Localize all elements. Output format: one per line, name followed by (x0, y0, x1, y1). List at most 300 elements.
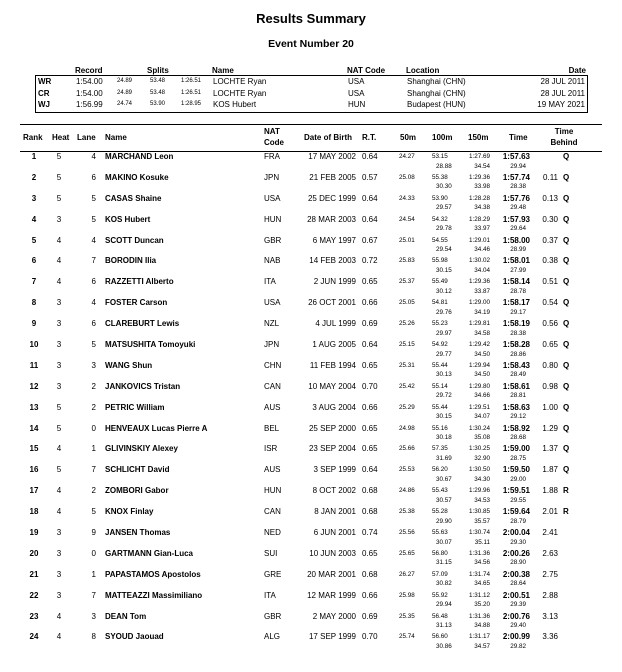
table-row (20, 612, 602, 633)
split-50-cell: 24.98 (399, 424, 415, 432)
qualifier-cell: Q (563, 298, 570, 308)
dob-cell: 12 MAR 1999 (307, 590, 356, 600)
split-lap-200-cell: 28.38 (510, 329, 526, 337)
record-row (36, 100, 587, 111)
behind-cell: 0.11 (543, 172, 558, 182)
record-split-150: 1:26.51 (181, 89, 202, 96)
record-nat: HUN (348, 100, 366, 109)
qualifier-cell: Q (563, 319, 570, 329)
split-100-cell: 54.32 (432, 215, 448, 223)
behind-cell: 0.65 (542, 340, 558, 350)
split-lap-200-cell: 29.48 (510, 204, 526, 212)
time-cell: 1:57.63 (502, 152, 530, 161)
split-50-cell: 25.56 (399, 529, 415, 537)
record-split-50: 24.89 (117, 89, 133, 96)
qualifier-cell: Q (563, 214, 570, 224)
rt-cell: 0.65 (362, 548, 378, 558)
name-cell: MATTEAZZI Massimiliano (105, 590, 203, 600)
split-50-cell: 25.65 (399, 549, 415, 557)
split-lap-200-cell: 29.82 (510, 642, 526, 650)
split-100-cell: 56.80 (432, 549, 448, 557)
split-100-cell: 55.14 (432, 382, 448, 390)
table-row (20, 319, 602, 340)
record-split-100: 53.48 (150, 78, 166, 84)
rank-cell: 13 (29, 402, 39, 412)
split-100-cell: 56.60 (432, 633, 448, 641)
name-cell: SCOTT Duncan (105, 235, 164, 245)
split-lap-100-cell: 30.30 (436, 183, 452, 191)
behind-cell: 0.30 (542, 214, 558, 224)
split-lap-200-cell: 28.99 (510, 246, 526, 254)
name-cell: PETRIC William (105, 402, 165, 412)
split-150-cell: 1:29.80 (468, 382, 490, 390)
name-cell: GLIVINSKIY Alexey (105, 444, 178, 454)
nat-cell: NZL (264, 319, 280, 329)
split-lap-200-cell: 28.64 (510, 580, 526, 588)
record-nat: USA (348, 88, 365, 98)
heat-cell: 3 (56, 590, 62, 600)
qualifier-cell: Q (563, 172, 570, 182)
nat-cell: CAN (264, 381, 281, 391)
behind-cell: 2.88 (542, 590, 558, 600)
time-cell: 2:00.38 (502, 569, 530, 579)
dob-cell: 11 FEB 1994 (309, 360, 356, 370)
table-row (20, 215, 602, 236)
nat-cell: USA (264, 193, 281, 203)
split-150-cell: 1:31.17 (468, 633, 490, 641)
rt-cell: 0.65 (362, 360, 378, 370)
split-lap-100-cell: 31.69 (436, 454, 452, 462)
split-150-cell: 1:30.24 (468, 424, 490, 432)
record-type: WJ (38, 100, 50, 109)
split-lap-200-cell: 29.17 (510, 308, 526, 316)
name-cell: PAPASTAMOS Apostolos (105, 569, 201, 579)
split-150-cell: 1:30.74 (468, 529, 490, 537)
split-150-cell: 1:27.69 (468, 153, 490, 160)
split-lap-150-cell: 35.57 (474, 517, 490, 525)
split-50-cell: 25.08 (399, 173, 415, 181)
record-name: LOCHTE Ryan (213, 88, 267, 98)
dob-cell: 6 MAY 1997 (312, 235, 356, 245)
lane-cell: 4 (91, 298, 96, 308)
col-time-behind-1: Time (554, 127, 574, 136)
page-title: Results Summary (256, 11, 366, 26)
split-lap-200-cell: 28.90 (510, 559, 526, 567)
time-cell: 1:58.01 (502, 256, 530, 266)
qualifier-cell: Q (563, 465, 570, 475)
time-cell: 2:00.04 (502, 528, 530, 538)
split-150-cell: 1:30.02 (468, 257, 490, 265)
split-lap-200-cell: 29.12 (510, 413, 526, 421)
name-cell: KOS Hubert (105, 214, 151, 224)
split-150-cell: 1:31.74 (468, 570, 490, 578)
rank-cell: 12 (29, 381, 39, 391)
split-50-cell: 25.98 (399, 591, 415, 599)
behind-cell: 1.00 (542, 402, 558, 412)
lane-cell: 4 (91, 235, 96, 245)
rt-cell: 0.67 (362, 235, 378, 245)
heat-cell: 5 (56, 465, 62, 475)
behind-cell: 0.56 (542, 319, 558, 329)
nat-cell: USA (264, 298, 281, 308)
rank-cell: 4 (31, 214, 37, 224)
rt-cell: 0.65 (362, 277, 378, 287)
rt-cell: 0.66 (362, 298, 378, 308)
lane-cell: 7 (91, 465, 96, 475)
split-lap-200-cell: 29.55 (510, 496, 526, 504)
dob-cell: 1 AUG 2005 (312, 340, 356, 350)
col-code: Code (264, 138, 284, 147)
nat-cell: JPN (264, 340, 280, 350)
split-lap-200-cell: 29.94 (510, 162, 526, 170)
dob-cell: 25 SEP 2000 (308, 423, 356, 433)
split-lap-200-cell: 28.81 (510, 392, 526, 400)
lane-cell: 8 (91, 632, 96, 642)
qualifier-cell: Q (563, 360, 570, 370)
time-cell: 1:58.14 (502, 277, 530, 287)
split-lap-150-cell: 34.50 (474, 371, 490, 379)
nat-cell: JPN (264, 172, 280, 182)
heat-cell: 4 (56, 444, 62, 454)
rt-cell: 0.68 (362, 507, 378, 517)
name-cell: JANKOVICS Tristan (105, 381, 181, 391)
split-50-cell: 25.53 (399, 466, 415, 474)
split-lap-150-cell: 34.54 (474, 162, 490, 170)
dob-cell: 17 SEP 1999 (308, 632, 356, 642)
lane-cell: 7 (91, 256, 96, 266)
nat-cell: GBR (264, 611, 282, 621)
name-cell: JANSEN Thomas (105, 528, 171, 538)
rt-cell: 0.64 (362, 193, 378, 203)
split-100-cell: 56.48 (432, 612, 448, 620)
qualifier-cell: R (563, 507, 569, 517)
rt-cell: 0.64 (362, 465, 378, 475)
lane-cell: 7 (91, 590, 96, 600)
dob-cell: 4 JUL 1999 (315, 319, 356, 329)
time-cell: 1:58.61 (502, 381, 530, 391)
table-row (20, 173, 602, 194)
split-100-cell: 53.15 (432, 153, 448, 160)
split-50-cell: 25.35 (399, 612, 415, 620)
dob-cell: 25 DEC 1999 (307, 193, 356, 203)
split-150-cell: 1:29.36 (468, 278, 490, 286)
dob-cell: 26 OCT 2001 (308, 298, 356, 308)
rank-cell: 5 (31, 235, 37, 245)
rt-cell: 0.70 (362, 381, 378, 391)
results-header (20, 124, 602, 152)
lane-cell: 0 (91, 423, 96, 433)
time-cell: 1:59.64 (502, 507, 530, 517)
split-50-cell: 25.42 (399, 382, 415, 390)
heat-cell: 5 (56, 193, 62, 203)
behind-cell: 0.51 (542, 277, 558, 287)
dob-cell: 3 SEP 1999 (313, 465, 356, 475)
name-cell: CLAREBURT Lewis (105, 319, 180, 329)
split-lap-100-cell: 30.86 (436, 642, 452, 650)
split-lap-150-cell: 33.98 (474, 183, 490, 191)
dob-cell: 6 JUN 2001 (313, 528, 356, 538)
split-lap-200-cell: 29.30 (510, 538, 526, 546)
heat-cell: 3 (56, 548, 62, 558)
record-location: Shanghai (CHN) (407, 88, 466, 98)
split-150-cell: 1:28.29 (468, 215, 490, 223)
col-heat: Heat (52, 133, 70, 142)
nat-cell: CAN (264, 507, 281, 517)
col-lane: Lane (77, 133, 96, 142)
time-cell: 1:58.43 (502, 360, 530, 370)
rank-cell: 7 (31, 277, 37, 287)
time-cell: 1:58.63 (502, 402, 530, 412)
split-50-cell: 25.38 (399, 508, 415, 516)
rt-cell: 0.64 (362, 214, 378, 224)
split-150-cell: 1:29.01 (468, 236, 490, 244)
lane-cell: 5 (91, 340, 96, 350)
split-50-cell: 25.74 (399, 633, 415, 641)
split-150-cell: 1:29.42 (468, 341, 490, 349)
heat-cell: 3 (56, 569, 62, 579)
table-row (20, 465, 602, 486)
table-row (20, 528, 602, 549)
rt-cell: 0.66 (362, 402, 378, 412)
name-cell: ZOMBORI Gabor (105, 486, 169, 496)
split-lap-100-cell: 31.15 (436, 559, 452, 567)
event-number: Event Number 20 (268, 38, 354, 50)
rt-cell: 0.68 (362, 569, 378, 579)
behind-cell: 2.41 (542, 528, 558, 538)
col-dob: Date of Birth (304, 133, 352, 142)
heat-cell: 3 (56, 528, 62, 538)
heat-cell: 4 (56, 611, 62, 621)
nat-cell: AUS (264, 465, 281, 475)
table-row (20, 277, 602, 298)
split-lap-100-cell: 29.72 (436, 392, 452, 400)
behind-cell: 2.75 (542, 569, 558, 579)
split-lap-150-cell: 34.30 (474, 475, 490, 483)
table-row (20, 382, 602, 403)
records-header-date: Date (568, 66, 586, 75)
time-cell: 2:00.76 (502, 611, 530, 621)
rank-cell: 22 (29, 590, 39, 600)
split-100-cell: 57.09 (432, 570, 448, 578)
rank-cell: 16 (29, 465, 39, 475)
col-nat: NAT (264, 127, 280, 136)
split-lap-200-cell: 28.75 (510, 454, 526, 462)
split-lap-200-cell: 28.86 (510, 350, 526, 358)
records-header-record: Record (75, 66, 103, 75)
behind-cell: 0.54 (542, 298, 558, 308)
split-150-cell: 1:30.25 (468, 445, 490, 453)
nat-cell: HUN (264, 214, 282, 224)
split-lap-200-cell: 29.64 (510, 225, 526, 233)
split-lap-200-cell: 28.78 (510, 287, 526, 295)
split-150-cell: 1:29.81 (468, 320, 490, 328)
table-row (20, 194, 602, 215)
behind-cell: 3.36 (542, 632, 558, 642)
record-location: Shanghai (CHN) (407, 77, 466, 86)
heat-cell: 3 (56, 298, 62, 308)
heat-cell: 4 (56, 235, 62, 245)
records-header-splits: Splits (147, 66, 169, 75)
heat-cell: 5 (56, 423, 62, 433)
nat-cell: GRE (264, 569, 282, 579)
split-50-cell: 25.29 (399, 403, 415, 411)
table-row (20, 236, 602, 257)
nat-cell: ITA (264, 277, 276, 287)
split-50-cell: 24.33 (399, 194, 415, 202)
split-50-cell: 25.37 (399, 278, 415, 286)
heat-cell: 4 (56, 632, 62, 642)
table-row (20, 486, 602, 507)
rank-cell: 14 (29, 423, 39, 433)
name-cell: MARCHAND Leon (105, 152, 174, 161)
record-split-150: 1:26.51 (181, 78, 202, 84)
record-name: KOS Hubert (213, 100, 257, 109)
split-lap-100-cell: 29.90 (436, 517, 452, 525)
split-lap-100-cell: 30.67 (436, 475, 452, 483)
dob-cell: 21 FEB 2005 (309, 172, 356, 182)
rt-cell: 0.69 (362, 319, 378, 329)
split-150-cell: 1:30.85 (468, 508, 490, 516)
split-50-cell: 25.83 (399, 257, 415, 265)
nat-cell: FRA (264, 152, 280, 161)
split-lap-100-cell: 30.15 (436, 413, 452, 421)
split-lap-200-cell: 28.68 (510, 434, 526, 442)
dob-cell: 20 MAR 2001 (307, 569, 356, 579)
rank-cell: 2 (31, 172, 37, 182)
rt-cell: 0.64 (362, 340, 378, 350)
split-100-cell: 57.35 (432, 445, 448, 453)
split-50-cell: 25.01 (399, 236, 415, 244)
split-150-cell: 1:29.00 (468, 299, 490, 307)
rank-cell: 3 (31, 193, 37, 203)
lane-cell: 5 (91, 214, 96, 224)
split-100-cell: 56.20 (432, 466, 448, 474)
heat-cell: 5 (56, 152, 62, 161)
split-lap-100-cell: 29.54 (436, 246, 452, 254)
split-100-cell: 55.28 (432, 508, 448, 516)
split-150-cell: 1:31.36 (468, 549, 490, 557)
split-100-cell: 55.49 (432, 278, 448, 286)
dob-cell: 28 MAR 2003 (307, 214, 356, 224)
split-100-cell: 55.38 (432, 173, 448, 181)
nat-cell: ISR (264, 444, 278, 454)
rank-cell: 20 (29, 548, 39, 558)
split-lap-200-cell: 29.00 (510, 475, 526, 483)
rank-cell: 15 (29, 444, 39, 454)
split-100-cell: 54.81 (432, 299, 448, 307)
split-lap-150-cell: 34.58 (474, 329, 490, 337)
split-150-cell: 1:29.51 (468, 403, 490, 411)
split-lap-100-cell: 30.15 (436, 266, 452, 274)
heat-cell: 3 (56, 340, 62, 350)
split-100-cell: 54.92 (432, 341, 448, 349)
dob-cell: 2 JUN 1999 (313, 277, 356, 287)
split-100-cell: 55.44 (432, 361, 448, 369)
split-50-cell: 25.66 (399, 445, 415, 453)
col-50m: 50m (400, 133, 417, 142)
nat-cell: ITA (264, 590, 276, 600)
lane-cell: 6 (91, 319, 96, 329)
split-100-cell: 55.92 (432, 591, 448, 599)
name-cell: HENVEAUX Lucas Pierre A (105, 423, 208, 433)
heat-cell: 4 (56, 277, 62, 287)
split-150-cell: 1:29.96 (468, 487, 490, 495)
rt-cell: 0.64 (362, 152, 378, 161)
split-lap-150-cell: 33.97 (474, 225, 490, 233)
table-row (20, 549, 602, 570)
name-cell: KNOX Finlay (105, 507, 154, 517)
rank-cell: 24 (29, 632, 39, 642)
split-150-cell: 1:30.50 (468, 466, 490, 474)
name-cell: DEAN Tom (105, 611, 147, 621)
table-row (20, 361, 602, 382)
split-lap-150-cell: 34.38 (474, 204, 490, 212)
rank-cell: 18 (29, 507, 39, 517)
split-lap-150-cell: 34.88 (474, 622, 490, 630)
split-lap-100-cell: 30.18 (436, 434, 452, 442)
behind-cell: 1.87 (542, 465, 558, 475)
split-50-cell: 24.86 (399, 487, 415, 495)
nat-cell: HUN (264, 486, 282, 496)
col-rt: R.T. (362, 133, 377, 142)
col-100m: 100m (432, 133, 453, 142)
split-lap-150-cell: 34.57 (474, 642, 490, 650)
qualifier-cell: Q (563, 152, 570, 161)
record-type: WR (38, 77, 52, 86)
split-lap-100-cell: 29.76 (436, 308, 452, 316)
heat-cell: 4 (56, 486, 62, 496)
split-100-cell: 55.16 (432, 424, 448, 432)
split-lap-150-cell: 34.04 (474, 266, 490, 274)
lane-cell: 9 (91, 528, 96, 538)
lane-cell: 2 (91, 486, 96, 496)
heat-cell: 3 (56, 214, 62, 224)
heat-cell: 3 (56, 381, 62, 391)
behind-cell: 0.80 (542, 360, 558, 370)
behind-cell: 0.98 (542, 381, 558, 391)
qualifier-cell: Q (563, 423, 570, 433)
split-lap-150-cell: 34.65 (474, 580, 490, 588)
nat-cell: GBR (264, 235, 282, 245)
split-50-cell: 26.27 (399, 570, 415, 578)
split-150-cell: 1:31.36 (468, 612, 490, 620)
record-split-50: 24.89 (117, 78, 133, 84)
record-date: 19 MAY 2021 (537, 100, 585, 109)
rt-cell: 0.72 (362, 256, 378, 266)
table-row (20, 591, 602, 612)
name-cell: FOSTER Carson (105, 298, 168, 308)
qualifier-cell: Q (563, 444, 570, 454)
table-row (20, 570, 602, 591)
record-date: 28 JUL 2011 (540, 77, 585, 86)
split-50-cell: 24.54 (399, 215, 415, 223)
name-cell: WANG Shun (105, 360, 153, 370)
split-lap-100-cell: 29.77 (436, 350, 452, 358)
split-lap-200-cell: 28.49 (510, 371, 526, 379)
split-lap-150-cell: 34.66 (474, 392, 490, 400)
lane-cell: 1 (91, 569, 96, 579)
rank-cell: 9 (31, 319, 37, 329)
qualifier-cell: R (563, 486, 569, 496)
split-150-cell: 1:31.12 (468, 591, 490, 599)
dob-cell: 2 MAY 2000 (312, 611, 356, 621)
behind-cell: 1.37 (542, 444, 558, 454)
time-cell: 1:57.76 (502, 193, 530, 203)
split-lap-100-cell: 31.13 (436, 622, 452, 630)
lane-cell: 0 (91, 548, 96, 558)
split-lap-100-cell: 29.78 (436, 225, 452, 233)
heat-cell: 4 (56, 507, 62, 517)
